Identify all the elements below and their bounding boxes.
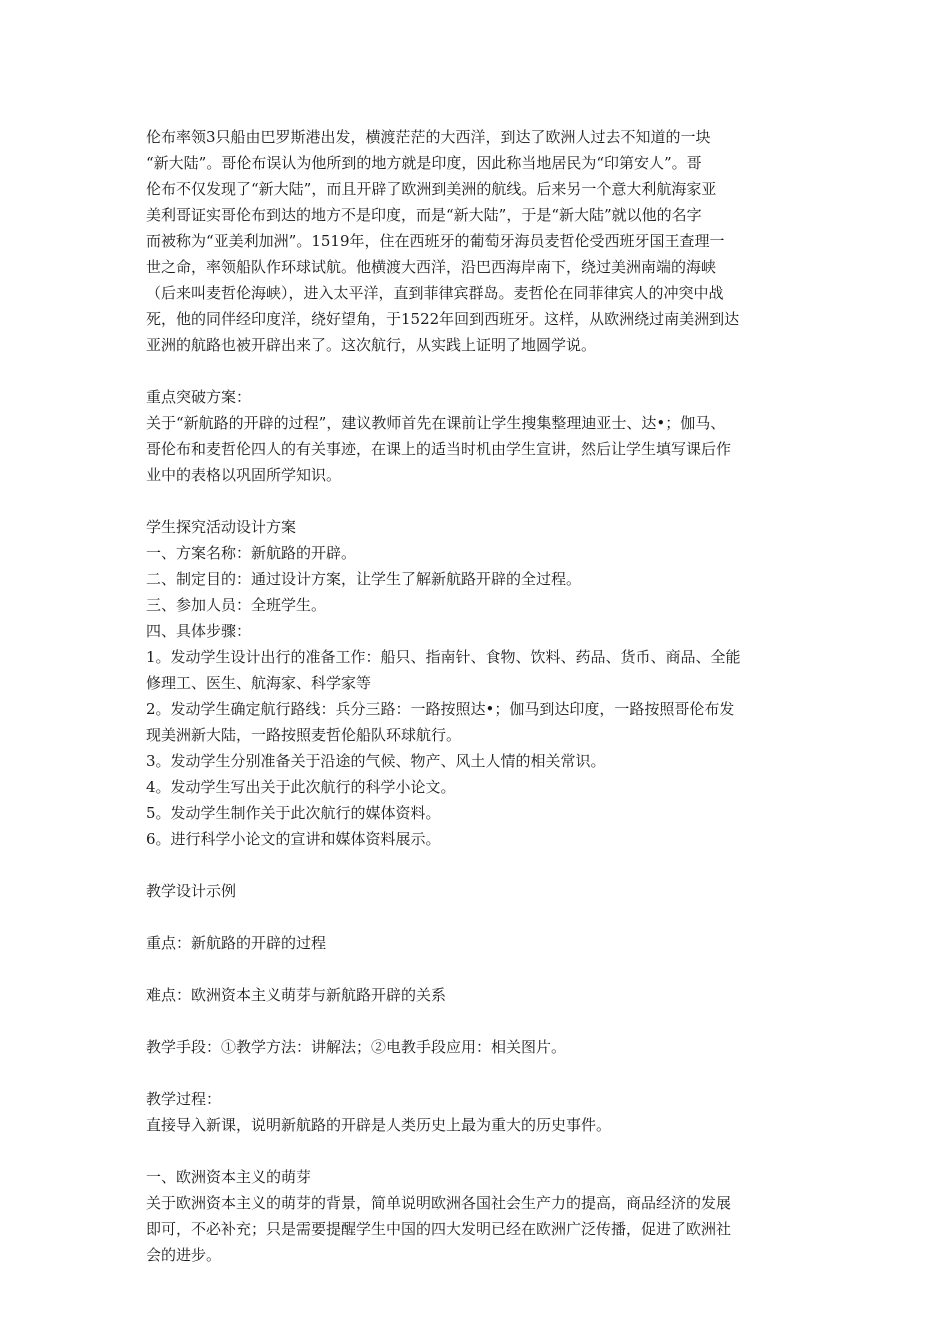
list-item: 5。发动学生制作关于此次航行的媒体资料。 [146,804,441,822]
section-1 [146,1164,810,1268]
text-line: 哥伦布和麦哲伦四人的有关事迹，在课上的适当时机由学生宣讲，然后让学生填写课后作 [146,440,732,458]
teaching-means [146,1034,810,1060]
text-line: 而被称为“亚美利加洲”。1519年，住在西班牙的葡萄牙海员麦哲伦受西班牙国王查理一 [146,232,725,250]
list-item: 修理工、医生、航海家、科学家等 [146,674,372,692]
list-item: 四、具体步骤： [146,622,252,640]
list-item: 现美洲新大陆，一路按照麦哲伦船队环球航行。 [146,726,462,744]
text-line: 伦布率领3只船由巴罗斯港出发，横渡茫茫的大西洋，到达了欧洲人过去不知道的一块 [146,128,711,146]
text-line: 世之命，率领船队作环球试航。他横渡大西洋，沿巴西海岸南下，绕过美洲南端的海峡 [146,258,717,276]
text-line: 关于“新航路的开辟的过程”，建议教师首先在课前让学生搜集整理迪亚士、达•；伽马、 [146,414,726,432]
intro-paragraph [146,124,810,358]
spacer [146,852,810,878]
section-heading: 重点突破方案： [146,388,252,406]
list-item: 一、方案名称：新航路的开辟。 [146,544,357,562]
design-example-heading [146,878,810,904]
spacer [146,1060,810,1086]
spacer [146,358,810,384]
list-item: 6。进行科学小论文的宣讲和媒体资料展示。 [146,830,441,848]
text-line: 美利哥证实哥伦布到达的地方不是印度，而是“新大陆”，于是“新大陆”就以他的名字 [146,206,702,224]
text-line: 死，他的同伴经印度洋，绕好望角，于1522年回到西班牙。这样，从欧洲绕过南美洲到达 [146,310,740,328]
text-line: 关于欧洲资本主义的萌芽的背景，简单说明欧洲各国社会生产力的提高，商品经济的发展 [146,1194,732,1212]
text-line: 业中的表格以巩固所学知识。 [146,466,342,484]
spacer [146,1008,810,1034]
section-heading: 教学设计示例 [146,882,237,900]
spacer [146,488,810,514]
text-line: 会的进步。 [146,1246,222,1264]
list-item: 二、制定目的：通过设计方案，让学生了解新航路开辟的全过程。 [146,570,582,588]
document-page [146,124,810,1268]
activity-section [146,514,810,852]
difficulty [146,982,810,1008]
process-section [146,1086,810,1138]
spacer [146,956,810,982]
spacer [146,904,810,930]
list-item: 2。发动学生确定航行路线：兵分三路：一路按照达•；伽马到达印度，一路按照哥伦布发 [146,700,735,718]
key-point [146,930,810,956]
list-item: 1。发动学生设计出行的准备工作：船只、指南针、食物、饮料、药品、货币、商品、全能 [146,648,741,666]
section-heading: 教学过程： [146,1090,222,1108]
list-item: 三、参加人员：全班学生。 [146,596,327,614]
text-line: 难点：欧洲资本主义萌芽与新航路开辟的关系 [146,986,447,1004]
text-line: 亚洲的航路也被开辟出来了。这次航行，从实践上证明了地圆学说。 [146,336,597,354]
list-item: 4。发动学生写出关于此次航行的科学小论文。 [146,778,456,796]
section-heading: 学生探究活动设计方案 [146,518,297,536]
list-item: 3。发动学生分别准备关于沿途的气候、物产、风土人情的相关常识。 [146,752,606,770]
breakthrough-section [146,384,810,488]
text-line: “新大陆”。哥伦布误认为他所到的地方就是印度，因此称当地居民为“印第安人”。哥 [146,154,702,172]
text-line: 直接导入新课，说明新航路的开辟是人类历史上最为重大的历史事件。 [146,1116,612,1134]
text-line: 重点：新航路的开辟的过程 [146,934,327,952]
spacer [146,1138,810,1164]
text-line: 伦布不仅发现了“新大陆”，而且开辟了欧洲到美洲的航线。后来另一个意大利航海家亚 [146,180,717,198]
text-line: 即可，不必补充；只是需要提醒学生中国的四大发明已经在欧洲广泛传播，促进了欧洲社 [146,1220,732,1238]
section-heading: 一、欧洲资本主义的萌芽 [146,1168,312,1186]
text-line: 教学手段：①教学方法：讲解法；②电教手段应用：相关图片。 [146,1038,567,1056]
text-line: （后来叫麦哲伦海峡），进入太平洋，直到菲律宾群岛。麦哲伦在同菲律宾人的冲突中战 [146,284,724,302]
